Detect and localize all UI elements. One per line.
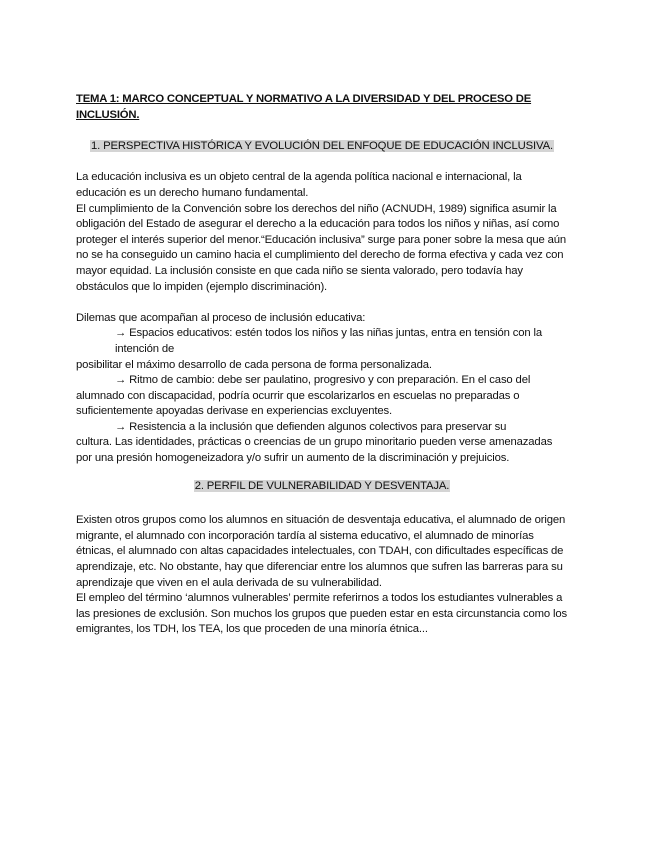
document-title: TEMA 1: MARCO CONCEPTUAL Y NORMATIVO A LA DIVERSIDAD Y DEL PROCESO DE INCLUSIÓN. bbox=[76, 93, 532, 121]
paragraph: Existen otros grupos como los alumnos en situación de desventaja educativa, el alumnado de origen migrante, el alumnado con incorporación tardía al sistema educativo, el alumnado de minorías étnicas, el alumnado con altas capacidades intelectuales, con TDAH, con dificultades específicas de aprendizaje, etc. No obstante, hay que diferenciar entre los alumnos que sufren las barreras para su aprendizaje que viven en el aula derivada de su vulnerabilidad. bbox=[76, 514, 566, 589]
section-1-heading-text: 1. PERSPECTIVA HISTÓRICA Y EVOLUCIÓN DEL ENFOQUE DE EDUCACIÓN INCLUSIVA. bbox=[91, 140, 553, 153]
dilemma-item-continuation: alumnado con discapacidad, podría ocurrir que escolarizarlos en escuelas no preparadas o suficientemente apoyadas derivase en experiencias excluyentes. bbox=[76, 389, 520, 418]
spacer bbox=[76, 467, 568, 479]
section-1-heading bbox=[76, 139, 568, 155]
section-2-heading-text: 2. PERFIL DE VULNERABILIDAD Y DESVENTAJA. bbox=[194, 479, 450, 492]
paragraph: La educación inclusiva es un objeto central de la agenda política nacional e internacional, la educación es un derecho humano fundamental. bbox=[76, 171, 522, 199]
dilemmas-intro: Dilemas que acompañan al proceso de inclusión educativa: bbox=[76, 311, 366, 324]
dilemma-item-continuation: posibilitar el máximo desarrollo de cada persona de forma personalizada. bbox=[76, 358, 432, 371]
dilemma-item: → Resistencia a la inclusión que defienden algunos colectivos para preservar su bbox=[115, 420, 507, 433]
spacer bbox=[76, 494, 568, 513]
paragraph: El cumplimiento de la Convención sobre los derechos del niño (ACNUDH, 1989) significa asumir la obligación del Estado de asegurar el derecho a la educación para todos los niños y niñas, así como proteger el interés superior del menor.“Educación inclusiva” surge para poner sobre la mesa que aún no se ha conseguido un camino hacia el cumplimiento del derecho de forma efectiva y cada vez con mayor equidad. La inclusión consiste en que cada niño se sienta valorado, pero todavía hay obstáculos que lo impiden (ejemplo discriminación). bbox=[76, 202, 567, 293]
dilemma-item: → Espacios educativos: estén todos los niños y las niñas juntas, entra en tensión con la intención de bbox=[115, 327, 543, 355]
section-2-heading bbox=[76, 479, 568, 495]
spacer bbox=[76, 155, 568, 171]
dilemma-item-continuation: cultura. Las identidades, prácticas o creencias de un grupo minoritario pueden verse amenazadas por una presión homogeneizadora y/o sufrir un aumento de la discriminación y prejuicios. bbox=[76, 436, 553, 465]
dilemma-item: → Ritmo de cambio: debe ser paulatino, progresivo y con preparación. En el caso del bbox=[115, 374, 531, 387]
document-body bbox=[76, 92, 568, 638]
spacer bbox=[76, 295, 568, 311]
paragraph: El empleo del término ‘alumnos vulnerables’ permite referirnos a todos los estudiantes vulnerables a las presiones de exclusión. Son muchos los grupos que pueden estar en esta circunstancia como los emigrantes, los TDH, los TEA, los que proceden de una minoría étnica... bbox=[76, 592, 567, 636]
